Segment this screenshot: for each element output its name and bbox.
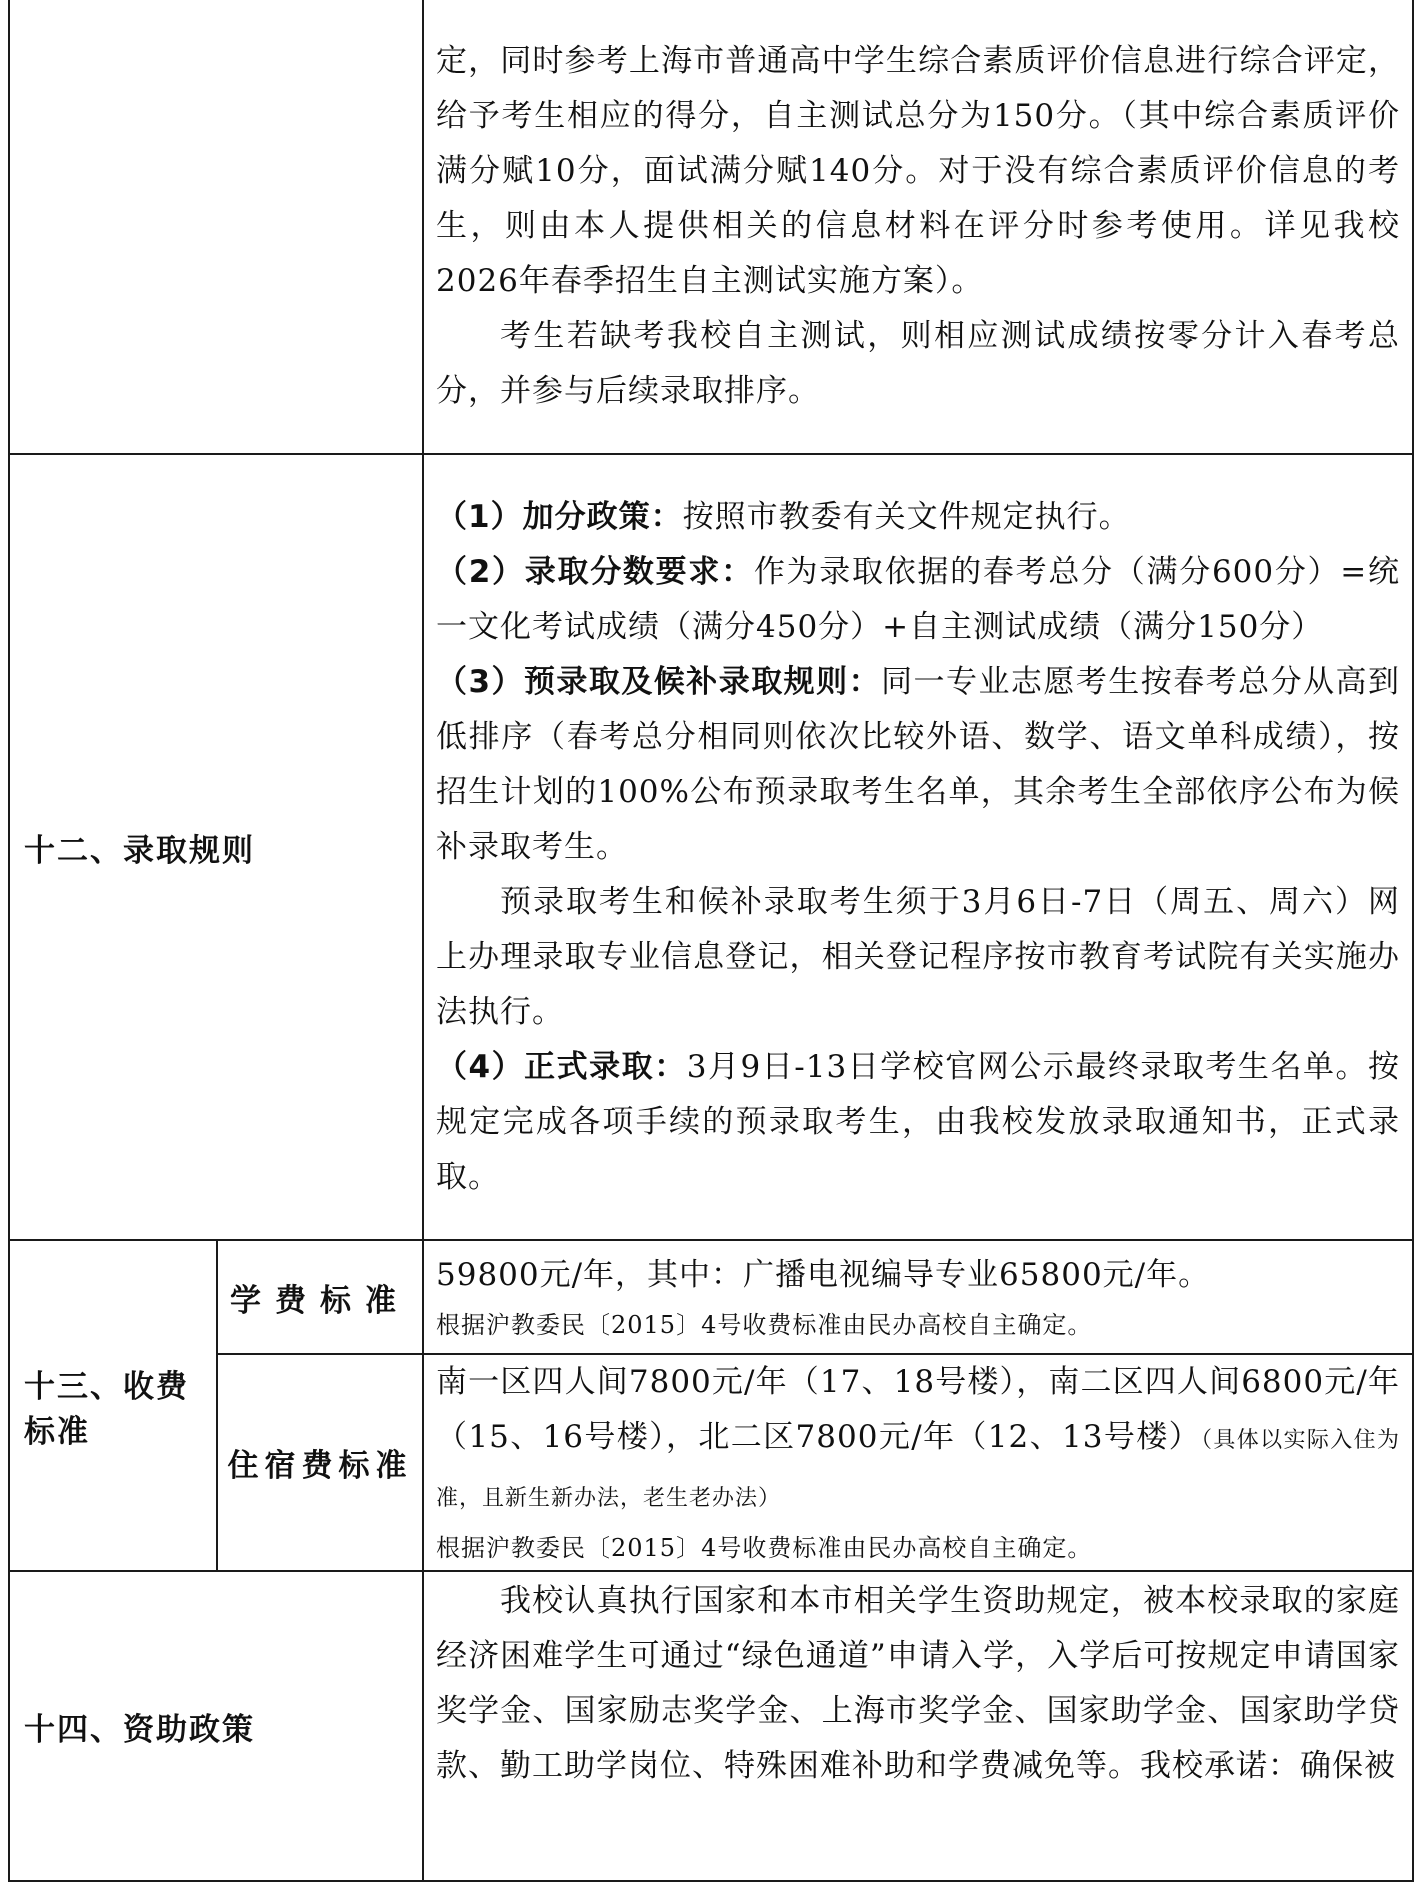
section-12-label: 十二、录取规则 [9,454,423,1240]
document-table [8,0,1414,1882]
section-12-content [423,454,1413,1240]
section-13-label: 十三、收费标准 [9,1240,217,1571]
tuition-note: 根据沪教委民〔2015〕4号收费标准由民办高校自主确定。 [436,1310,1093,1339]
housing-note: 根据沪教委民〔2015〕4号收费标准由民办高校自主确定。 [436,1534,1093,1562]
item-2-text: 作为录取依据的春考总分（满分600分）=统一文化考试成绩（满分450分）+自主测试成绩（满分150分） [436,553,1400,645]
admission-item-4 [436,1040,1400,1205]
section-14-row [9,1571,1413,1881]
tuition-text: 59800元/年，其中：广播电视编导专业65800元/年。 [436,1256,1211,1293]
housing-text: 南一区四人间7800元/年（17、18号楼），南二区四人间6800元/年（15、16号楼），北二区7800元/年（12、13号楼） [436,1364,1400,1455]
housing-text-line [436,1355,1400,1526]
financial-aid-text: 我校认真执行国家和本市相关学生资助规定，被本校录取的家庭经济困难学生可通过“绿色通道”申请入学，入学后可按规定申请国家奖学金、国家励志奖学金、上海市奖学金、国家助学金、国家助学贷款、勤工助学岗位、特殊困难补助和学费减免等。我校承诺：确保被 [436,1583,1400,1784]
item-3-heading: （3）预录取及候补录取规则： [436,663,882,700]
section-13-tuition-row [9,1240,1413,1354]
continuation-content [423,0,1413,454]
admission-item-3 [436,655,1400,875]
section-12-row [9,454,1413,1240]
section-14-label: 十四、资助政策 [9,1571,423,1881]
section-14-content [423,1571,1413,1881]
item-4-heading: （4）正式录取： [436,1048,687,1085]
empty-label-cell [9,0,423,454]
tuition-content [423,1240,1413,1354]
tuition-label: 学费标准 [217,1240,423,1354]
continuation-paragraph-1: 定，同时参考上海市普通高中学生综合素质评价信息进行综合评定，给予考生相应的得分，自主测试总分为150分。（其中综合素质评价满分赋10分，面试满分赋140分。对于没有综合素质评价信息的考生，则由本人提供相关的信息材料在评分时参考使用。详见我校2026年春季招生自主测试实施方案）。 [436,43,1400,299]
admission-item-2 [436,545,1400,655]
housing-label: 住宿费标准 [217,1354,423,1571]
housing-content [423,1354,1413,1571]
admission-item-1 [436,490,1400,545]
section-13-housing-row [9,1354,1413,1571]
continuation-row [9,0,1413,454]
item-4-text: 3月9日-13日学校官网公示最终录取考生名单。按规定完成各项手续的预录取考生，由我校发放录取通知书，正式录取。 [436,1048,1400,1195]
admission-item-3-extra: 预录取考生和候补录取考生须于3月6日-7日（周五、周六）网上办理录取专业信息登记，相关登记程序按市教育考试院有关实施办法执行。 [436,883,1400,1030]
item-1-text: 按照市教委有关文件规定执行。 [682,498,1131,535]
housing-small-note: （具体以实际入住为准，且新生新办法，老生老办法） [436,1428,1400,1511]
item-3-text: 同一专业志愿考生按春考总分从高到低排序（春考总分相同则依次比较外语、数学、语文单科成绩），按招生计划的100%公布预录取考生名单，其余考生全部依序公布为候补录取考生。 [436,663,1401,865]
item-2-heading: （2）录取分数要求： [436,553,754,590]
item-1-heading: （1）加分政策： [436,498,683,535]
continuation-paragraph-2: 考生若缺考我校自主测试，则相应测试成绩按零分计入春考总分，并参与后续录取排序。 [436,318,1400,409]
